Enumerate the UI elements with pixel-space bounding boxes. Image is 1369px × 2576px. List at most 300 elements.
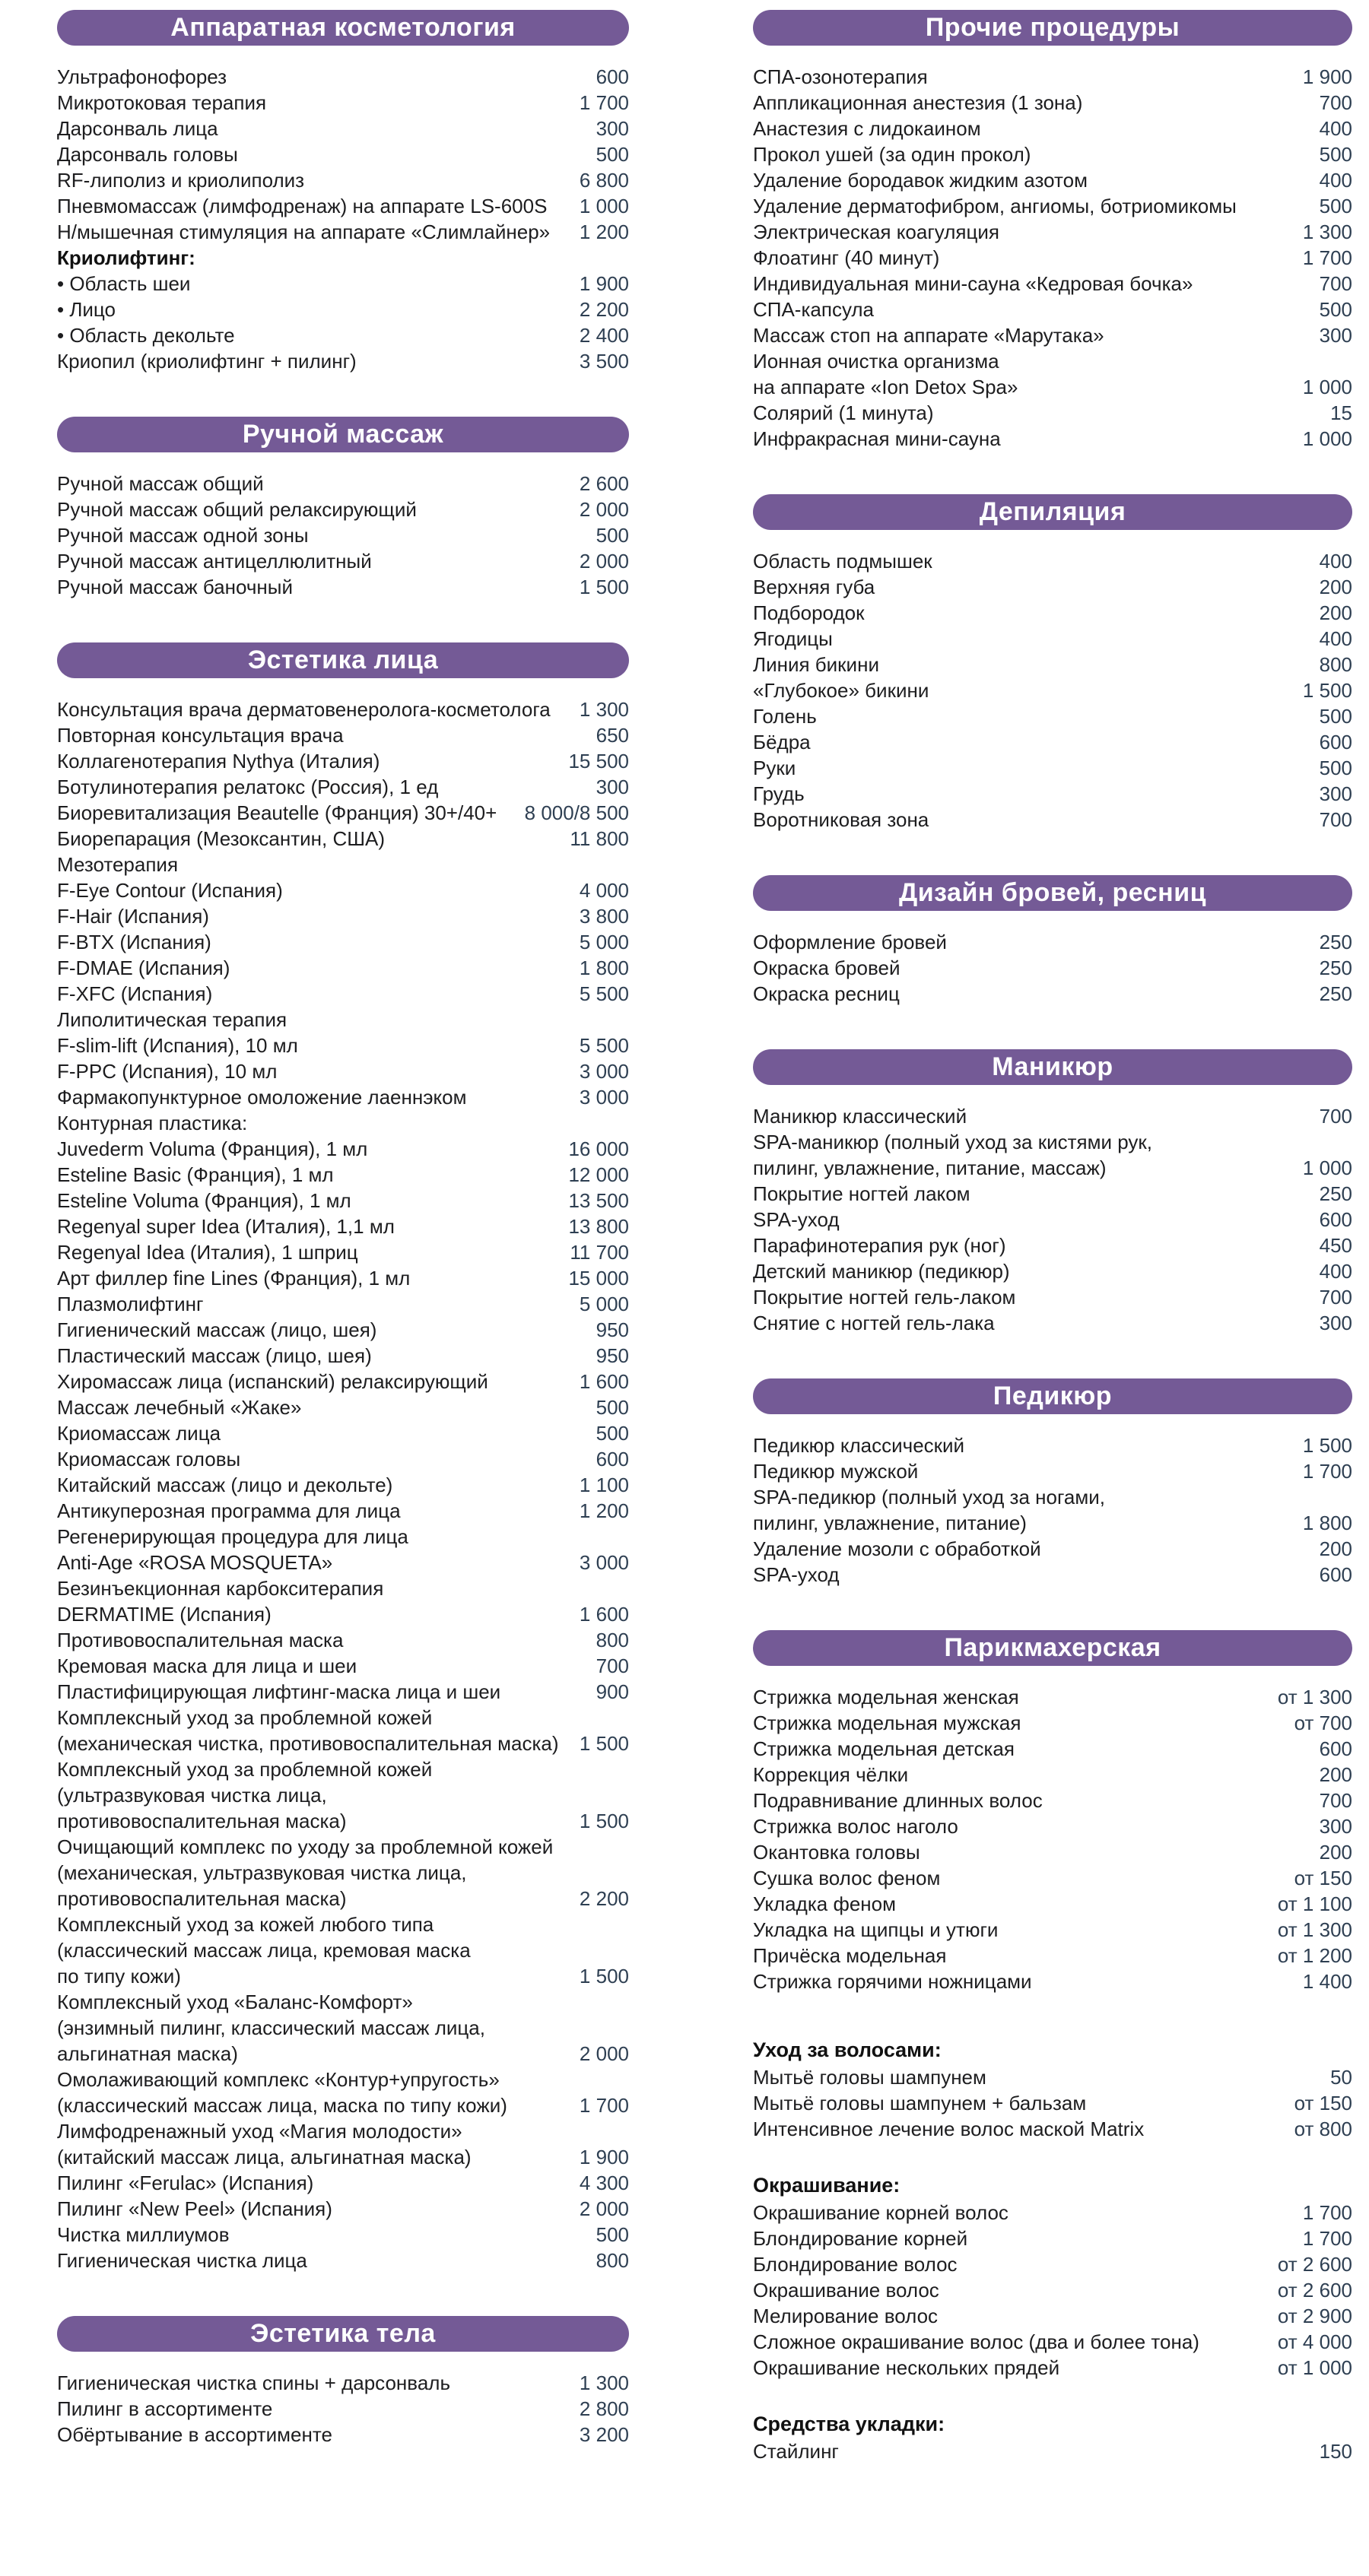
price-row <box>753 2329 1352 2355</box>
service-name: (классический массаж лица, кремовая маска <box>57 1939 471 1962</box>
price-row <box>57 1575 629 1601</box>
price-row <box>753 2200 1352 2225</box>
service-name: Регенерирующая процедура для лица <box>57 1525 408 1548</box>
price-row <box>753 652 1352 677</box>
section-subheader: Средства укладки: <box>753 2413 945 2435</box>
price-row <box>57 877 629 903</box>
service-price: 700 <box>1319 272 1352 295</box>
price-row <box>753 1129 1352 1155</box>
price-row <box>753 2090 1352 2116</box>
service-price: 700 <box>596 1654 629 1677</box>
service-name: Гигиеническая чистка спины + дарсонваль <box>57 2371 450 2394</box>
service-name: Область подмышек <box>753 550 932 573</box>
service-name: противовоспалительная маска) <box>57 1887 347 1910</box>
service-name: Esteline Voluma (Франция), 1 мл <box>57 1189 351 1212</box>
service-name: SPA-уход <box>753 1208 840 1231</box>
service-price: 500 <box>596 1396 629 1419</box>
service-name: Удаление мозоли с обработкой <box>753 1537 1041 1560</box>
service-name: Повторная консультация врача <box>57 724 344 747</box>
service-price: 1 700 <box>579 2094 629 2117</box>
service-price: 700 <box>1319 1105 1352 1128</box>
service-name: Криопил (криолифтинг + пилинг) <box>57 350 357 373</box>
service-price: 5 500 <box>579 982 629 1005</box>
service-price: от 2 900 <box>1277 2305 1352 2327</box>
service-name: Кремовая маска для лица и шеи <box>57 1654 357 1677</box>
price-row <box>57 2067 629 2092</box>
price-row <box>57 1963 629 1989</box>
price-row <box>57 2196 629 2222</box>
price-row <box>753 1736 1352 1762</box>
price-row <box>57 1136 629 1162</box>
service-price: 1 500 <box>1302 679 1352 702</box>
service-name: Электрическая коагуляция <box>753 220 999 243</box>
service-price: 2 000 <box>579 498 629 521</box>
service-name: Покрытие ногтей гель-лаком <box>753 1286 1016 1309</box>
section <box>753 1049 1352 1336</box>
price-row <box>57 1033 629 1058</box>
price-row <box>753 1917 1352 1943</box>
service-name: Парафинотерапия рук (ног) <box>753 1234 1006 1257</box>
service-name: Стрижка модельная женская <box>753 1686 1019 1708</box>
service-name: Окраска ресниц <box>753 982 900 1005</box>
price-row <box>753 1458 1352 1484</box>
service-price: 400 <box>1319 117 1352 140</box>
service-price: 5 500 <box>579 1034 629 1057</box>
price-row <box>57 496 629 522</box>
service-name: Гигиеническая чистка лица <box>57 2249 307 2272</box>
price-row <box>57 2144 629 2170</box>
service-name: Блондирование корней <box>753 2227 968 2250</box>
service-price: 11 800 <box>570 827 629 850</box>
service-name: Juvederm Voluma (Франция), 1 мл <box>57 1137 368 1160</box>
service-name: Пилинг в ассортименте <box>57 2397 273 2420</box>
service-price: 300 <box>1319 1312 1352 1334</box>
service-price: 50 <box>1330 2066 1352 2089</box>
price-row <box>753 2438 1352 2464</box>
service-name: «Глубокое» бикини <box>753 679 929 702</box>
service-price: 600 <box>596 65 629 88</box>
service-price: 5 000 <box>579 931 629 953</box>
service-name: F-XFC (Испания) <box>57 982 213 1005</box>
service-name: Мелирование волос <box>753 2305 939 2327</box>
price-row <box>57 116 629 141</box>
service-name: • Лицо <box>57 298 116 321</box>
service-name: Контурная пластика: <box>57 1112 248 1134</box>
service-price: 700 <box>1319 91 1352 114</box>
service-price: 1 600 <box>579 1603 629 1626</box>
price-row <box>57 64 629 90</box>
service-name: Ручной массаж общий <box>57 472 264 495</box>
service-price: 1 200 <box>579 220 629 243</box>
service-price: 250 <box>1319 931 1352 953</box>
price-row <box>57 1937 629 1963</box>
price-row <box>57 1860 629 1886</box>
service-price: от 700 <box>1294 1712 1352 1734</box>
price-row <box>753 348 1352 374</box>
price-row <box>753 807 1352 833</box>
price-row <box>753 626 1352 652</box>
service-name: Арт филлер fine Lines (Франция), 1 мл <box>57 1267 411 1290</box>
service-price: от 1 200 <box>1277 1944 1352 1967</box>
service-price: 500 <box>596 2223 629 2246</box>
service-name: Линия бикини <box>753 653 879 676</box>
service-name: пилинг, увлажнение, питание, массаж) <box>753 1156 1107 1179</box>
service-name: СПА-капсула <box>753 298 875 321</box>
service-price: 200 <box>1319 1763 1352 1786</box>
service-price: 950 <box>596 1344 629 1367</box>
service-name: Солярий (1 минута) <box>753 401 934 424</box>
price-row <box>753 90 1352 116</box>
price-row <box>57 1446 629 1472</box>
price-row <box>753 1891 1352 1917</box>
service-price: 13 500 <box>568 1189 629 1212</box>
price-row <box>753 574 1352 600</box>
service-price: 1 400 <box>1302 1970 1352 1993</box>
service-price: от 1 300 <box>1277 1918 1352 1941</box>
service-price: 11 700 <box>570 1241 629 1264</box>
service-name: Противовоспалительная маска <box>57 1629 344 1651</box>
service-name: Regenyal super Idea (Италия), 1,1 мл <box>57 1215 395 1238</box>
price-row <box>57 348 629 374</box>
section-header-pill: Депиляция <box>753 494 1352 530</box>
price-row <box>753 955 1352 981</box>
service-name: Безинъекционная карбокситерапия <box>57 1577 384 1600</box>
price-row <box>57 774 629 800</box>
price-row <box>57 1007 629 1033</box>
price-row <box>57 219 629 245</box>
service-name: Esteline Basic (Франция), 1 мл <box>57 1163 334 1186</box>
price-row <box>57 748 629 774</box>
section <box>753 2411 1352 2464</box>
section <box>753 875 1352 1007</box>
service-name: Подбородок <box>753 601 865 624</box>
price-row <box>753 1510 1352 1536</box>
price-row <box>57 2222 629 2248</box>
price-row <box>753 1968 1352 1994</box>
price-row <box>57 1213 629 1239</box>
service-name: (китайский массаж лица, альгинатная маска) <box>57 2146 472 2168</box>
service-name: Липолитическая терапия <box>57 1008 287 1031</box>
column-right <box>753 10 1352 2495</box>
price-row <box>57 1627 629 1653</box>
price-row <box>753 2116 1352 2142</box>
service-price: 1 500 <box>1302 1434 1352 1457</box>
service-name: на аппарате «Ion Detox Spa» <box>753 376 1018 398</box>
service-name: Оформление бровей <box>753 931 947 953</box>
service-name: SPA-уход <box>753 1563 840 1586</box>
price-row <box>753 1207 1352 1232</box>
service-price: 1 700 <box>579 91 629 114</box>
service-name: Микротоковая терапия <box>57 91 267 114</box>
price-row <box>57 2396 629 2422</box>
service-price: 500 <box>1319 757 1352 779</box>
service-price: 600 <box>1319 1208 1352 1231</box>
service-name: Сложное окрашивание волос (два и более тона) <box>753 2330 1199 2353</box>
service-name: Н/мышечная стимуляция на аппарате «Слимлайнер» <box>57 220 551 243</box>
price-row <box>57 852 629 877</box>
service-price: 1 600 <box>579 1370 629 1393</box>
price-row <box>57 548 629 574</box>
section-header-pill: Прочие процедуры <box>753 10 1352 46</box>
price-row <box>753 1865 1352 1891</box>
service-price: 1 300 <box>1302 220 1352 243</box>
service-name: Омолаживающий комплекс «Контур+упругость» <box>57 2068 500 2091</box>
price-row <box>753 1232 1352 1258</box>
section <box>57 10 629 374</box>
price-row <box>57 696 629 722</box>
price-row <box>57 981 629 1007</box>
service-name: F-slim-lift (Испания), 10 мл <box>57 1034 298 1057</box>
service-name: F-Eye Contour (Испания) <box>57 879 283 902</box>
service-price: 800 <box>596 1629 629 1651</box>
price-row <box>753 703 1352 729</box>
price-row <box>57 955 629 981</box>
price-row <box>57 1524 629 1550</box>
price-row <box>753 600 1352 626</box>
service-price: 1 900 <box>579 272 629 295</box>
service-name: Окраска бровей <box>753 956 900 979</box>
service-price: 500 <box>596 1422 629 1445</box>
price-row <box>753 1536 1352 1562</box>
service-name: Педикюр классический <box>753 1434 965 1457</box>
price-row <box>57 2170 629 2196</box>
price-row <box>753 400 1352 426</box>
section <box>753 10 1352 452</box>
price-row <box>57 1472 629 1498</box>
service-name: (механическая чистка, противовоспалительная маска) <box>57 1732 559 1755</box>
service-price: 300 <box>1319 782 1352 805</box>
price-row <box>753 64 1352 90</box>
price-row <box>753 1258 1352 1284</box>
service-name: Причёска модельная <box>753 1944 947 1967</box>
service-name: Ботулинотерапия релатокс (Россия), 1 ед <box>57 776 439 798</box>
service-name: SPA-маникюр (полный уход за кистями рук, <box>753 1131 1152 1153</box>
service-name: Удаление дерматофибром, ангиомы, ботриомикомы <box>753 195 1237 217</box>
price-row <box>57 2370 629 2396</box>
price-row <box>57 245 629 271</box>
service-price: 500 <box>1319 298 1352 321</box>
section <box>753 2037 1352 2142</box>
service-price: 3 000 <box>579 1551 629 1574</box>
section <box>57 2316 629 2448</box>
service-price: 600 <box>1319 1563 1352 1586</box>
service-price: 2 200 <box>579 298 629 321</box>
service-name: Подравнивание длинных волос <box>753 1789 1043 1812</box>
service-price: 700 <box>1319 1789 1352 1812</box>
service-name: Аппликационная анестезия (1 зона) <box>753 91 1083 114</box>
price-row <box>57 929 629 955</box>
price-row <box>753 1813 1352 1839</box>
price-row <box>753 1284 1352 1310</box>
price-row <box>753 1155 1352 1181</box>
service-name: Комплексный уход за кожей любого типа <box>57 1913 434 1936</box>
service-name: Верхняя губа <box>753 576 875 598</box>
service-name: Комплексный уход за проблемной кожей <box>57 1706 433 1729</box>
service-name: Ручной массаж антицеллюлитный <box>57 550 372 573</box>
service-price: 400 <box>1319 550 1352 573</box>
service-name: Окантовка головы <box>753 1841 920 1864</box>
price-row <box>753 1181 1352 1207</box>
price-row <box>57 141 629 167</box>
price-row <box>57 1550 629 1575</box>
service-price: 400 <box>1319 1260 1352 1283</box>
service-price: 300 <box>1319 1815 1352 1838</box>
service-price: 1 000 <box>1302 427 1352 450</box>
service-price: 15 <box>1330 401 1352 424</box>
service-name: Флоатинг (40 минут) <box>753 246 940 269</box>
service-price: 800 <box>1319 653 1352 676</box>
price-row <box>753 1484 1352 1510</box>
price-row <box>753 2064 1352 2090</box>
service-name: Индивидуальная мини-сауна «Кедровая бочка» <box>753 272 1193 295</box>
service-name: Покрытие ногтей лаком <box>753 1182 970 1205</box>
service-price: 2 000 <box>579 550 629 573</box>
service-name: (механическая, ультразвуковая чистка лица, <box>57 1861 467 1884</box>
service-name: Стрижка горячими ножницами <box>753 1970 1032 1993</box>
price-row <box>57 193 629 219</box>
service-name: Криомассаж головы <box>57 1448 241 1470</box>
service-name: по типу кожи) <box>57 1965 181 1988</box>
service-name: Окрашивание волос <box>753 2279 939 2302</box>
service-price: 500 <box>1319 143 1352 166</box>
price-row <box>753 374 1352 400</box>
service-price: 15 500 <box>568 750 629 772</box>
price-row <box>753 2225 1352 2251</box>
service-name: Плазмолифтинг <box>57 1293 204 1315</box>
price-row <box>57 1756 629 1782</box>
service-name: (ультразвуковая чистка лица, <box>57 1784 327 1807</box>
service-price: 3 500 <box>579 350 629 373</box>
service-price: 1 900 <box>579 2146 629 2168</box>
service-price: 1 800 <box>579 956 629 979</box>
service-name: Воротниковая зона <box>753 808 929 831</box>
price-row <box>753 981 1352 1007</box>
service-price: 150 <box>1319 2440 1352 2463</box>
service-name: Массаж лечебный «Жаке» <box>57 1396 302 1419</box>
service-price: 300 <box>596 117 629 140</box>
service-price: от 150 <box>1294 2092 1352 2114</box>
service-price: 2 200 <box>579 1887 629 1910</box>
price-row <box>57 1394 629 1420</box>
price-row <box>753 1684 1352 1710</box>
price-row <box>57 1679 629 1705</box>
service-price: от 150 <box>1294 1867 1352 1889</box>
service-price: 700 <box>1319 1286 1352 1309</box>
price-row <box>57 1911 629 1937</box>
price-row <box>57 471 629 496</box>
price-row <box>753 426 1352 452</box>
service-name: Ручной массаж общий релаксирующий <box>57 498 417 521</box>
service-price: 1 000 <box>1302 376 1352 398</box>
service-price: 400 <box>1319 627 1352 650</box>
price-row <box>753 2355 1352 2381</box>
price-row <box>57 1162 629 1188</box>
service-name: Снятие с ногтей гель-лака <box>753 1312 995 1334</box>
price-row <box>57 271 629 297</box>
service-name: Пилинг «Ferulac» (Испания) <box>57 2172 314 2194</box>
price-row <box>57 1782 629 1808</box>
service-name: F-Hair (Испания) <box>57 905 209 928</box>
price-row <box>57 1808 629 1834</box>
price-row <box>753 271 1352 297</box>
service-price: 2 800 <box>579 2397 629 2420</box>
price-row <box>753 729 1352 755</box>
price-row <box>57 1369 629 1394</box>
service-name: • Область декольте <box>57 324 235 347</box>
service-price: 3 800 <box>579 905 629 928</box>
service-name: Биорепарация (Мезоксантин, США) <box>57 827 386 850</box>
service-name: Мезотерапия <box>57 853 179 876</box>
service-price: 13 800 <box>568 1215 629 1238</box>
service-name: Ультрафонофорез <box>57 65 227 88</box>
service-price: 5 000 <box>579 1293 629 1315</box>
price-row <box>57 722 629 748</box>
service-name: СПА-озонотерапия <box>753 65 928 88</box>
section-header-pill: Аппаратная косметология <box>57 10 629 46</box>
service-name: Дарсонваль лица <box>57 117 218 140</box>
section-header-pill: Парикмахерская <box>753 1630 1352 1666</box>
column-left <box>57 10 629 2490</box>
service-price: 200 <box>1319 1537 1352 1560</box>
service-name: Очищающий комплекс по уходу за проблемной кожей <box>57 1835 554 1858</box>
service-name: Прокол ушей (за один прокол) <box>753 143 1031 166</box>
service-price: 2 600 <box>579 472 629 495</box>
service-price: 1 500 <box>579 1732 629 1755</box>
service-name: Пневмомассаж (лимфодренаж) на аппарате LS-600S <box>57 195 548 217</box>
service-name: Руки <box>753 757 796 779</box>
price-row <box>57 1989 629 2015</box>
price-row <box>753 1839 1352 1865</box>
service-price: 1 300 <box>579 2371 629 2394</box>
service-name: Стрижка модельная детская <box>753 1737 1015 1760</box>
service-name: Китайский массаж (лицо и декольте) <box>57 1474 393 1496</box>
service-name: Мытьё головы шампунем <box>753 2066 986 2089</box>
price-row <box>753 1710 1352 1736</box>
price-row <box>753 1943 1352 1968</box>
price-row <box>753 781 1352 807</box>
price-row <box>753 1562 1352 1588</box>
service-name: Лимфодренажный уход «Магия молодости» <box>57 2120 462 2143</box>
section <box>753 494 1352 833</box>
service-name: Ручной массаж одной зоны <box>57 524 309 547</box>
price-row <box>57 2118 629 2144</box>
service-price: 3 200 <box>579 2423 629 2446</box>
price-row <box>57 1601 629 1627</box>
service-name: Консультация врача дерматовенеролога-косметолога <box>57 698 551 721</box>
service-price: 2 000 <box>579 2042 629 2065</box>
price-row <box>753 2277 1352 2303</box>
service-price: 650 <box>596 724 629 747</box>
section-subheader: Окрашивание: <box>753 2174 900 2197</box>
service-name: Ягодицы <box>753 627 833 650</box>
service-name: Обёртывание в ассортименте <box>57 2423 332 2446</box>
service-price: от 1 300 <box>1277 1686 1352 1708</box>
service-name: Удаление бородавок жидким азотом <box>753 169 1088 192</box>
service-name: Стрижка волос наголо <box>753 1815 958 1838</box>
service-name: Грудь <box>753 782 805 805</box>
price-row <box>57 1731 629 1756</box>
section-header-pill: Эстетика тела <box>57 2316 629 2352</box>
service-name: Дарсонваль головы <box>57 143 238 166</box>
service-name: Коллагенотерапия Nythya (Италия) <box>57 750 380 772</box>
price-row <box>753 1103 1352 1129</box>
service-price: 1 000 <box>1302 1156 1352 1179</box>
price-row <box>57 1886 629 1911</box>
section-header-pill: Дизайн бровей, ресниц <box>753 875 1352 911</box>
service-price: 900 <box>596 1680 629 1703</box>
service-price: 1 700 <box>1302 1460 1352 1483</box>
section <box>753 2172 1352 2381</box>
